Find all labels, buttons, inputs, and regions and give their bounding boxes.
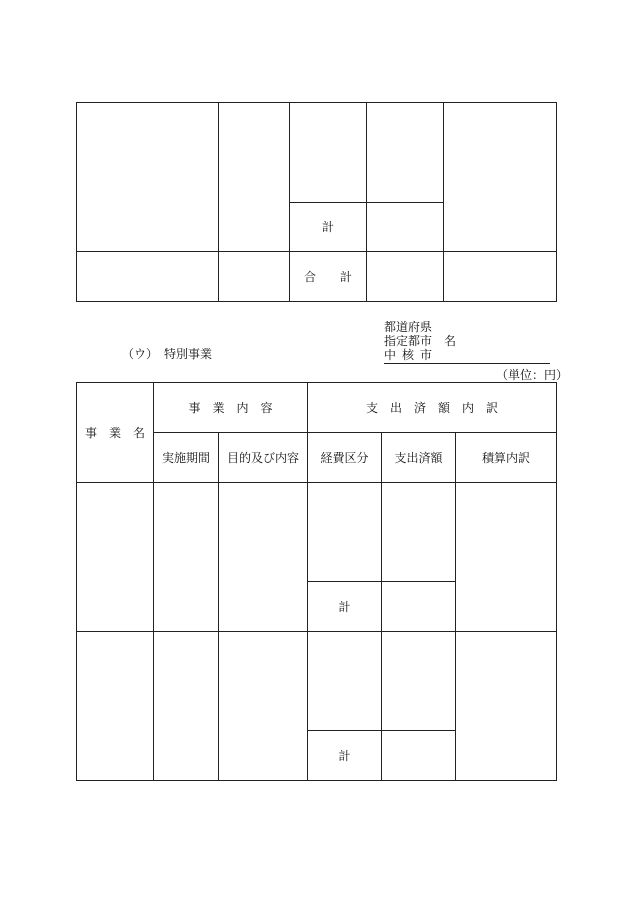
core-city-label: 中 核 市 — [384, 348, 432, 362]
subtotal-amount-cell — [367, 203, 444, 252]
subtotal-label: 計 — [290, 203, 367, 252]
header-expense-category: 経費区分 — [308, 433, 382, 483]
header-project-content: 事 業 内 容 — [154, 383, 308, 433]
table-row — [77, 483, 557, 582]
project-name-cell — [77, 103, 219, 252]
amount-spent-cell — [382, 632, 456, 731]
header-calculation-breakdown: 積算内訳 — [456, 433, 557, 483]
header-project-name: 事 業 名 — [77, 383, 154, 483]
period-cell — [154, 483, 219, 632]
table-row — [77, 632, 557, 731]
core-city-line — [384, 348, 550, 364]
header-expenditure-breakdown: 支 出 済 額 内 訳 — [308, 383, 557, 433]
top-table-row — [77, 103, 557, 203]
expense-category-cell — [308, 483, 382, 582]
header-purpose: 目的及び内容 — [219, 433, 308, 483]
top-table-total-row — [77, 252, 557, 302]
subtotal-label: 計 — [308, 582, 382, 632]
header-period: 実施期間 — [154, 433, 219, 483]
calculation-cell — [444, 103, 557, 252]
special-project-table — [76, 382, 557, 781]
total-label: 合 計 — [290, 252, 367, 302]
unit-label: （単位：円） — [496, 368, 569, 382]
prefecture-label: 都道府県 — [384, 320, 433, 334]
subtotal-amount-cell — [382, 731, 456, 781]
project-name-cell — [77, 632, 154, 781]
subtotal-label: 計 — [308, 731, 382, 781]
top-expense-table — [76, 102, 557, 302]
total-row-empty-cell — [444, 252, 557, 302]
designated-city-label: 指定都市 名 — [384, 334, 457, 348]
section-title: （ウ） 特別事業 — [122, 347, 213, 361]
project-name-cell — [77, 483, 154, 632]
expense-category-cell — [308, 632, 382, 731]
purpose-cell — [219, 483, 308, 632]
amount-spent-cell — [382, 483, 456, 582]
purpose-cell — [219, 632, 308, 781]
calculation-cell — [456, 632, 557, 781]
header-amount-spent: 支出済額 — [382, 433, 456, 483]
expense-category-cell — [290, 103, 367, 203]
total-row-empty-cell — [219, 252, 290, 302]
amount-cell — [367, 103, 444, 203]
subtotal-amount-cell — [382, 582, 456, 632]
period-cell — [219, 103, 290, 252]
header-row-1 — [77, 383, 557, 433]
municipality-name-block — [384, 320, 550, 364]
period-cell — [154, 632, 219, 781]
total-row-empty-cell — [77, 252, 219, 302]
calculation-cell — [456, 483, 557, 632]
total-amount-cell — [367, 252, 444, 302]
